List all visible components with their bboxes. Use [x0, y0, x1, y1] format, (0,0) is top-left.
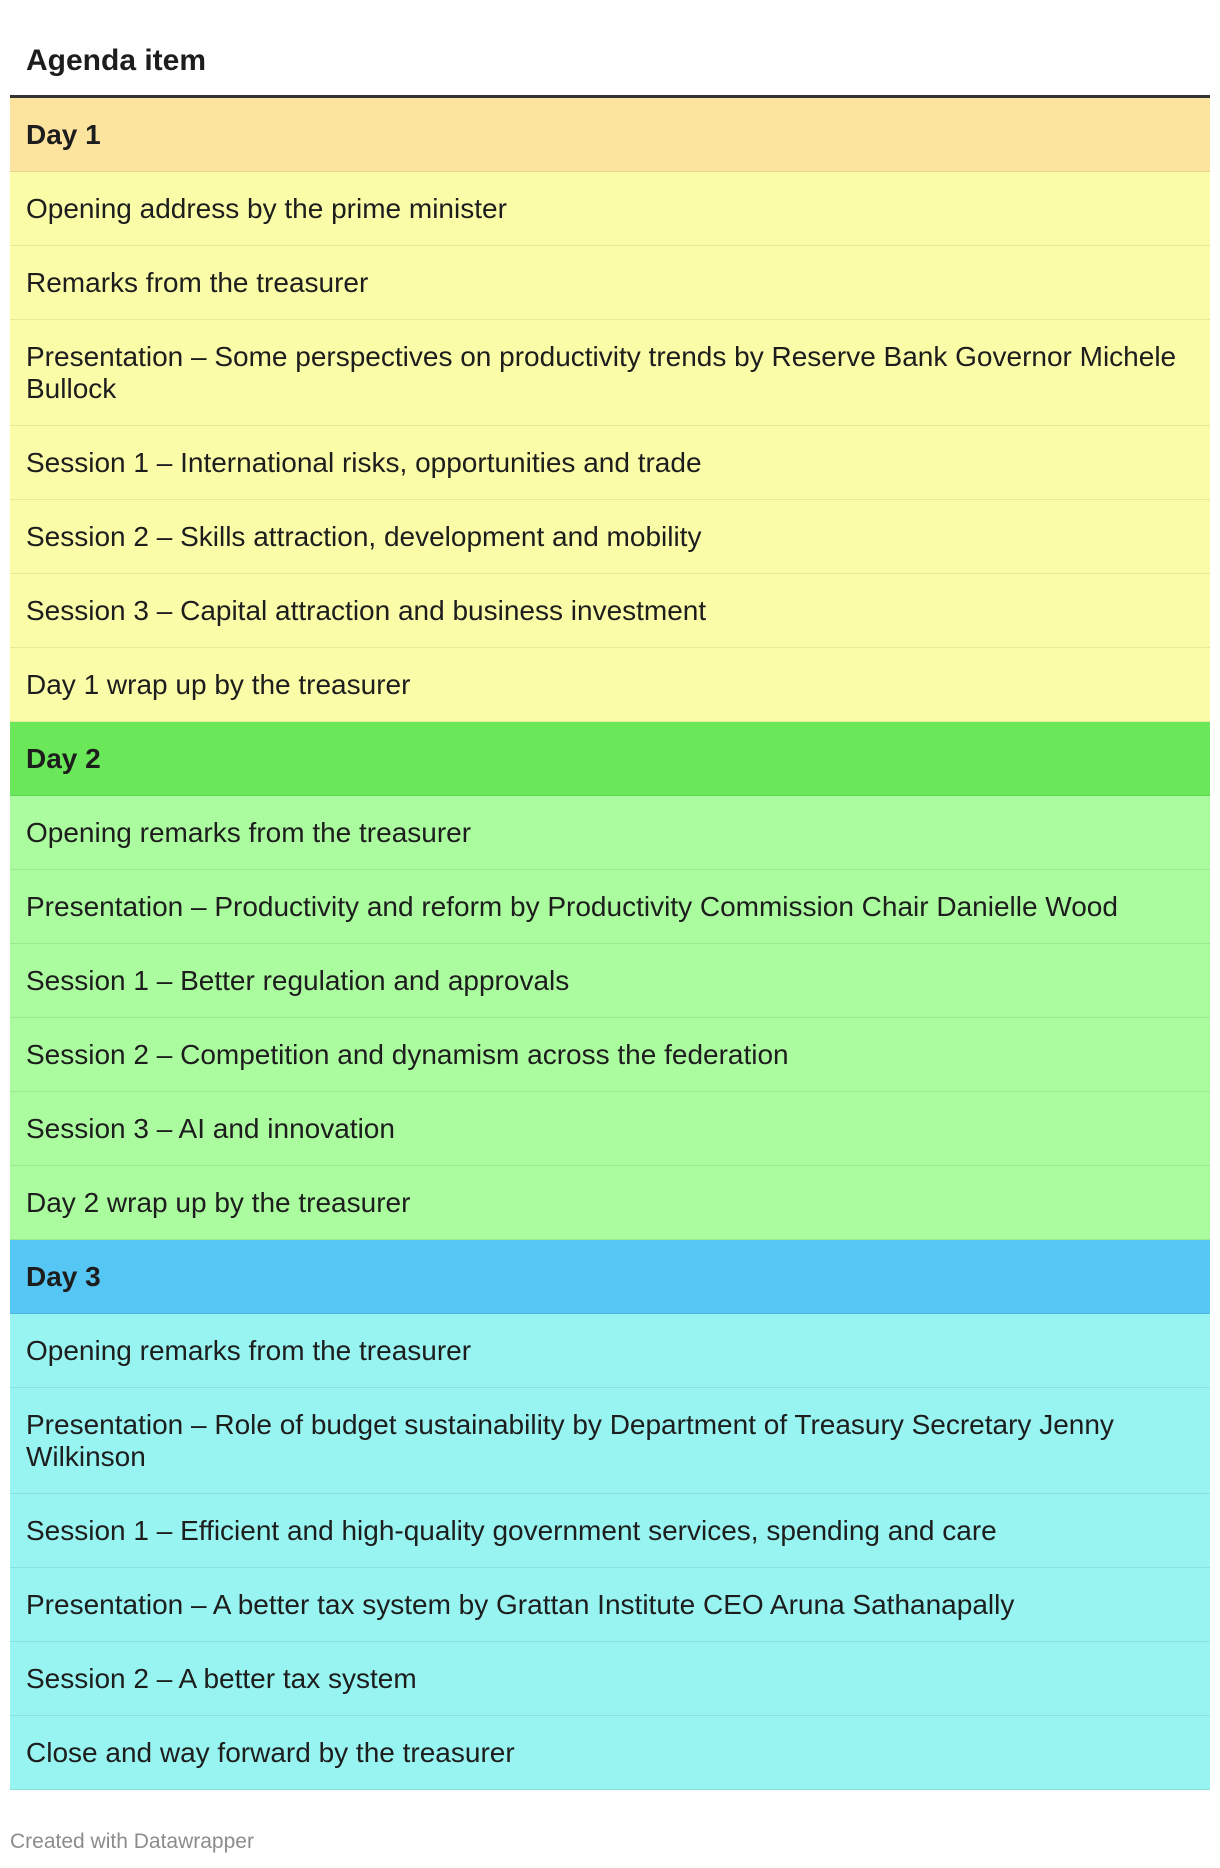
- agenda-item-text: Session 3 – AI and innovation: [26, 1112, 395, 1144]
- table-row: [10, 1314, 1210, 1388]
- table-row: [10, 1018, 1210, 1092]
- agenda-item-text: Session 1 – International risks, opportunities and trade: [26, 446, 702, 478]
- agenda-item-text: Session 1 – Efficient and high-quality government services, spending and care: [26, 1514, 997, 1546]
- agenda-item-text: Opening remarks from the treasurer: [26, 1334, 472, 1366]
- table-row: [10, 172, 1210, 246]
- day-label: Day 3: [26, 1260, 101, 1292]
- table-row: [10, 320, 1210, 426]
- table-row: [10, 246, 1210, 320]
- table-row: [10, 648, 1210, 722]
- agenda-item-text: Session 2 – Competition and dynamism across the federation: [26, 1038, 789, 1070]
- column-header-agenda-item: Agenda item: [26, 44, 207, 77]
- table-row: [10, 426, 1210, 500]
- agenda-item-text: Session 3 – Capital attraction and business investment: [26, 594, 707, 626]
- day-label: Day 1: [26, 118, 101, 150]
- table-row: [10, 1568, 1210, 1642]
- table-row: [10, 1494, 1210, 1568]
- agenda-item-text: Opening address by the prime minister: [26, 192, 507, 224]
- agenda-item-text: Session 1 – Better regulation and approvals: [26, 964, 570, 996]
- table-row: [10, 1716, 1210, 1790]
- agenda-item-text: Remarks from the treasurer: [26, 266, 369, 298]
- table-row: [10, 1092, 1210, 1166]
- day-header-row: [10, 98, 1210, 172]
- table-row: [10, 870, 1210, 944]
- agenda-item-text: Session 2 – Skills attraction, development and mobility: [26, 520, 702, 552]
- agenda-item-text: Presentation – Some perspectives on productivity trends by Reserve Bank Governor Michele Bullock: [26, 340, 1177, 404]
- agenda-item-text: Day 1 wrap up by the treasurer: [26, 668, 411, 700]
- agenda-item-text: Presentation – Role of budget sustainability by Department of Treasury Secretary Jenny Wilkinson: [26, 1408, 1114, 1472]
- day-header-row: [10, 722, 1210, 796]
- table-row: [10, 1388, 1210, 1494]
- day-header-row: [10, 1240, 1210, 1314]
- table-row: [10, 500, 1210, 574]
- agenda-item-text: Day 2 wrap up by the treasurer: [26, 1186, 411, 1218]
- agenda-item-text: Presentation – A better tax system by Grattan Institute CEO Aruna Sathanapally: [26, 1588, 1015, 1620]
- agenda-item-text: Session 2 – A better tax system: [26, 1662, 417, 1694]
- datawrapper-credit: Created with Datawrapper: [10, 1830, 254, 1853]
- day-label: Day 2: [26, 742, 101, 774]
- agenda-item-text: Opening remarks from the treasurer: [26, 816, 472, 848]
- table-row: [10, 574, 1210, 648]
- agenda-item-text: Close and way forward by the treasurer: [26, 1736, 515, 1768]
- table-row: [10, 1166, 1210, 1240]
- table-header: [10, 0, 1210, 98]
- agenda-item-text: Presentation – Productivity and reform by Productivity Commission Chair Danielle Wood: [26, 890, 1118, 922]
- table-row: [10, 796, 1210, 870]
- agenda-table: [10, 0, 1210, 1790]
- table-row: [10, 944, 1210, 1018]
- table-row: [10, 1642, 1210, 1716]
